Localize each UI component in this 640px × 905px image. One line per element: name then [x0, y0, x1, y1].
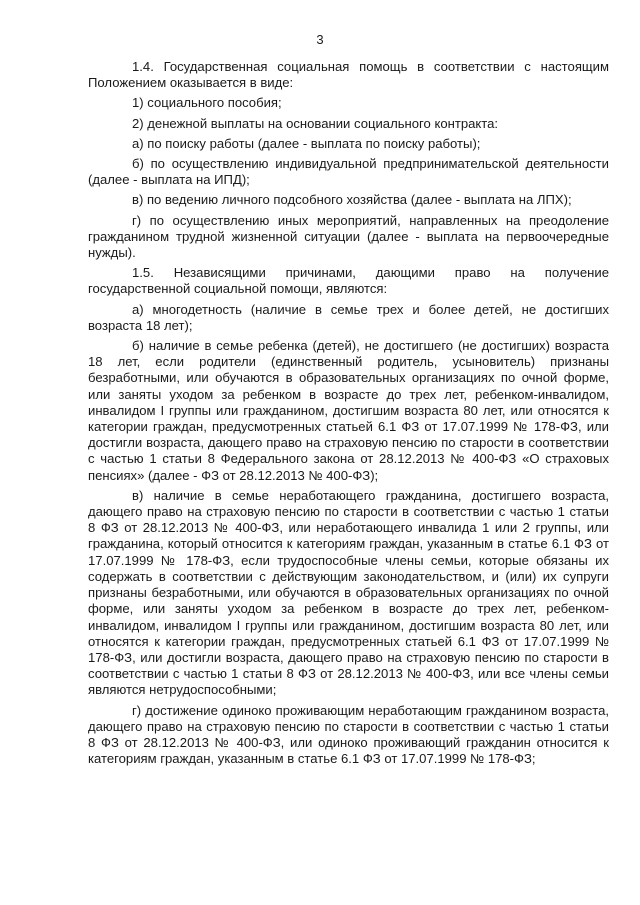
reason-large-family: а) многодетность (наличие в семье трех и более детей, не достигших возраста 18 лет); [88, 301, 609, 333]
reason-single-pensioner: г) достижение одиноко проживающим неработающим гражданином возраста, дающего право на страховую пенсию по старости в соответствии с частью 1 статьи 8 ФЗ от 28.12.2013 № 400-ФЗ, или одиноко проживающий гражданин относится к категориям граждан, указанным в статье 6.1 ФЗ от 17.07.1999 № 178-ФЗ; [88, 702, 609, 767]
reason-unemployed-pensioner-or-disabled: в) наличие в семье неработающего гражданина, достигшего возраста, дающего право на страховую пенсию по старости в соответствии с частью 1 статьи 8 ФЗ от 28.12.2013 № 400-ФЗ, или неработающего инвалида 1 или 2 группы, или гражданина, который относится к категориям граждан, указанным в статье 6.1 ФЗ от 17.07.1999 № 178-ФЗ, если трудоспособные члены семьи, которые обязаны их содержать в соответствии с действующим законодательством, и (или) их супруги признаны безработными, или обучаются в образовательных организациях по очной форме, или заняты уходом за ребенком в возрасте до трех лет, ребенком-инвалидом, инвалидом I группы или гражданином, достигшим возраста 80 лет, или относятся к категории граждан, предусмотренных статьей 6.1 ФЗ от 17.07.1999 № 178-ФЗ, или достигли возраста, дающего право на страховую пенсию по старости в соответствии с частью 1 статьи 8 ФЗ от 28.12.2013 № 400-ФЗ, или все члены семьи являются нетрудоспособными; [88, 487, 609, 698]
subitem-household-farming: в) по ведению личного подсобного хозяйства (далее - выплата на ЛПХ); [132, 192, 572, 208]
page-number: 3 [316, 32, 324, 47]
list-item-social-benefit: 1) социального пособия; [132, 95, 282, 111]
subitem-entrepreneurship: б) по осуществлению индивидуальной предпринимательской деятельности (далее - выплата на ИПД); [88, 156, 609, 188]
paragraph-1-5-intro: 1.5. Независящими причинами, дающими право на получение государственной социальной помощи, являются: [88, 265, 609, 297]
list-item-cash-payment: 2) денежной выплаты на основании социального контракта: [132, 115, 499, 131]
subitem-other-measures: г) по осуществлению иных мероприятий, направленных на преодоление гражданином трудной жизненной ситуации (далее - выплата на первоочередные нужды). [88, 212, 609, 261]
subitem-job-search: а) по поиску работы (далее - выплата по поиску работы); [132, 135, 481, 151]
paragraph-1-4-intro: 1.4. Государственная социальная помощь в соответствии с настоящим Положением оказывается в виде: [88, 59, 609, 91]
reason-child-unemployed-parents: б) наличие в семье ребенка (детей), не достигшего (не достигших) возраста 18 лет, если родители (единственный родитель, усыновитель) признаны безработными, или обучаются в образовательных организациях по очной форме, или заняты уходом за ребенком в возрасте до трех лет, ребенком-инвалидом, инвалидом I группы или гражданином, достигшим возраста 80 лет, или относятся к категории граждан, предусмотренных статьей 6.1 ФЗ от 17.07.1999 № 178-ФЗ, или достигли возраста, дающего право на страховую пенсию по старости в соответствии с частью 1 статьи 8 Федерального закона от 28.12.2013 № 400-ФЗ «О страховых пенсиях» (далее - ФЗ от 28.12.2013 № 400-ФЗ); [88, 338, 609, 483]
document-body [88, 59, 609, 767]
